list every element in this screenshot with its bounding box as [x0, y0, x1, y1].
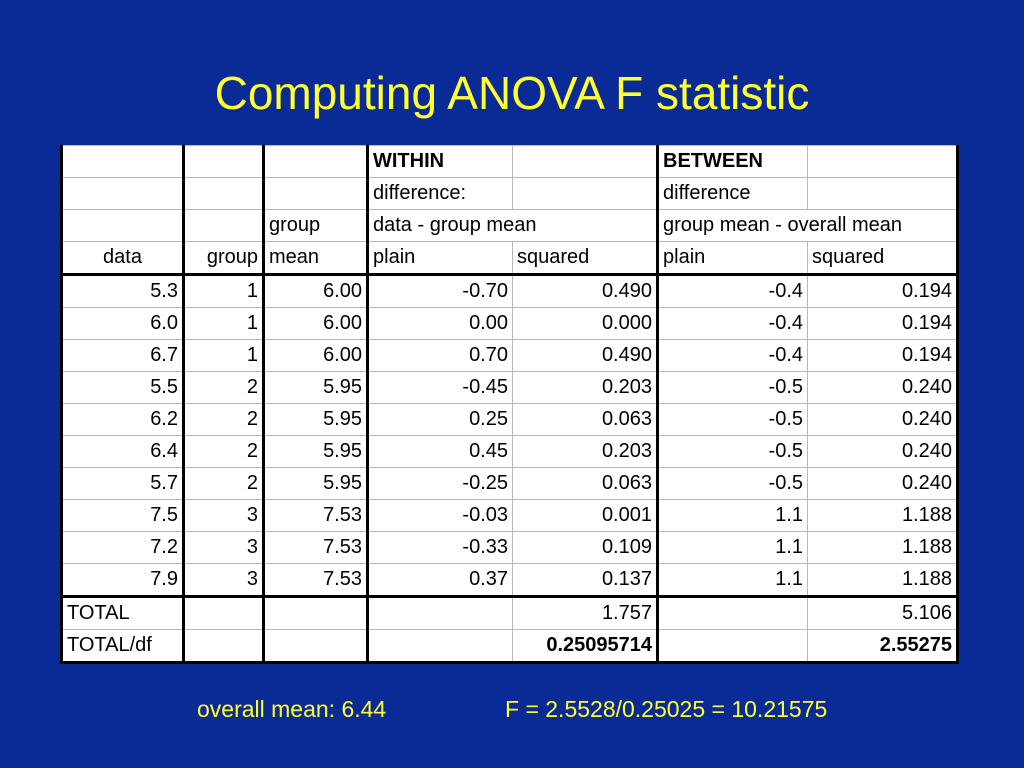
group-mean-heading: group [264, 210, 368, 242]
data-value: 6.4 [62, 436, 184, 468]
data-value: 6.7 [62, 340, 184, 372]
within-plain-value: 0.00 [368, 308, 513, 340]
column-header: plain [658, 242, 808, 275]
total-cell [658, 630, 808, 663]
total-cell [264, 597, 368, 630]
within-squared-value: 0.063 [513, 404, 658, 436]
between-heading: BETWEEN [658, 146, 808, 178]
between-squared-value: 0.240 [808, 404, 958, 436]
within-squared-value: 0.063 [513, 468, 658, 500]
within-squared-value: 0.000 [513, 308, 658, 340]
header-cell [808, 178, 958, 210]
between-squared-value: 0.240 [808, 436, 958, 468]
total-df-row [62, 630, 958, 663]
within-plain-value: -0.03 [368, 500, 513, 532]
between-squared-value: 0.194 [808, 340, 958, 372]
within-heading: WITHIN [368, 146, 513, 178]
header-row-2 [62, 178, 958, 210]
within-squared-value: 0.203 [513, 436, 658, 468]
header-row-1 [62, 146, 958, 178]
between-squared-value: 0.194 [808, 275, 958, 308]
data-value: 5.3 [62, 275, 184, 308]
data-value: 7.2 [62, 532, 184, 564]
between-plain-value: 1.1 [658, 500, 808, 532]
between-plain-value: 1.1 [658, 564, 808, 597]
within-squared-value: 0.137 [513, 564, 658, 597]
between-plain-value: -0.4 [658, 308, 808, 340]
column-header: squared [808, 242, 958, 275]
total-cell [368, 597, 513, 630]
data-value: 5.7 [62, 468, 184, 500]
group-value: 1 [184, 275, 264, 308]
group-value: 3 [184, 564, 264, 597]
group-value: 3 [184, 532, 264, 564]
total-row [62, 597, 958, 630]
column-header: group [184, 242, 264, 275]
between-squared-value: 0.240 [808, 468, 958, 500]
group-value: 2 [184, 436, 264, 468]
between-plain-value: -0.4 [658, 275, 808, 308]
slide-title: Computing ANOVA F statistic [214, 67, 810, 119]
group-mean-value: 7.53 [264, 532, 368, 564]
within-mean-square: 0.25095714 [513, 630, 658, 663]
between-mean-square: 2.55275 [808, 630, 958, 663]
within-plain-value: 0.37 [368, 564, 513, 597]
total-cell [264, 630, 368, 663]
overall-mean-text: overall mean: 6.44 [197, 696, 387, 722]
table-row [62, 308, 958, 340]
table-row [62, 468, 958, 500]
within-plain-value: -0.33 [368, 532, 513, 564]
within-plain-value: 0.70 [368, 340, 513, 372]
between-plain-value: -0.5 [658, 436, 808, 468]
group-mean-value: 7.53 [264, 500, 368, 532]
data-value: 7.5 [62, 500, 184, 532]
column-header: data [62, 242, 184, 275]
table-row [62, 372, 958, 404]
group-mean-value: 5.95 [264, 436, 368, 468]
header-row-3 [62, 210, 958, 242]
group-mean-value: 6.00 [264, 340, 368, 372]
column-header: plain [368, 242, 513, 275]
between-plain-value: -0.5 [658, 468, 808, 500]
between-squared-value: 1.188 [808, 564, 958, 597]
within-plain-value: -0.45 [368, 372, 513, 404]
header-cell [264, 146, 368, 178]
total-cell [184, 630, 264, 663]
within-formula: data - group mean [368, 210, 658, 242]
total-cell [184, 597, 264, 630]
within-plain-value: -0.25 [368, 468, 513, 500]
between-squared-value: 1.188 [808, 500, 958, 532]
group-mean-value: 6.00 [264, 308, 368, 340]
header-cell [62, 178, 184, 210]
table-row [62, 340, 958, 372]
between-plain-value: -0.5 [658, 372, 808, 404]
group-value: 2 [184, 372, 264, 404]
header-cell [62, 146, 184, 178]
header-cell [184, 178, 264, 210]
within-plain-value: 0.45 [368, 436, 513, 468]
table-row [62, 564, 958, 597]
within-plain-value: 0.25 [368, 404, 513, 436]
group-value: 1 [184, 340, 264, 372]
table-row [62, 532, 958, 564]
group-mean-value: 5.95 [264, 404, 368, 436]
header-cell [184, 210, 264, 242]
within-squared-value: 0.490 [513, 340, 658, 372]
header-cell [62, 210, 184, 242]
total-cell [658, 597, 808, 630]
total-df-label: TOTAL/df [62, 630, 184, 663]
within-squared-value: 0.109 [513, 532, 658, 564]
header-row-4 [62, 242, 958, 275]
group-value: 1 [184, 308, 264, 340]
header-cell [513, 178, 658, 210]
data-value: 7.9 [62, 564, 184, 597]
between-squared-total: 5.106 [808, 597, 958, 630]
group-mean-value: 7.53 [264, 564, 368, 597]
group-mean-value: 5.95 [264, 372, 368, 404]
between-formula: group mean - overall mean [658, 210, 958, 242]
within-plain-value: -0.70 [368, 275, 513, 308]
group-mean-value: 6.00 [264, 275, 368, 308]
data-value: 6.2 [62, 404, 184, 436]
group-value: 3 [184, 500, 264, 532]
column-header: squared [513, 242, 658, 275]
within-squared-value: 0.203 [513, 372, 658, 404]
between-plain-value: -0.4 [658, 340, 808, 372]
data-value: 5.5 [62, 372, 184, 404]
table-row [62, 275, 958, 308]
header-cell [184, 146, 264, 178]
header-cell [808, 146, 958, 178]
within-squared-value: 0.001 [513, 500, 658, 532]
within-squared-value: 0.490 [513, 275, 658, 308]
between-subheading: difference [658, 178, 808, 210]
header-cell [264, 178, 368, 210]
within-squared-total: 1.757 [513, 597, 658, 630]
anova-table [60, 145, 959, 664]
table-row [62, 404, 958, 436]
total-label: TOTAL [62, 597, 184, 630]
f-statistic-text: F = 2.5528/0.25025 = 10.21575 [505, 696, 828, 722]
data-value: 6.0 [62, 308, 184, 340]
group-value: 2 [184, 468, 264, 500]
header-cell [513, 146, 658, 178]
group-value: 2 [184, 404, 264, 436]
between-plain-value: -0.5 [658, 404, 808, 436]
table-row [62, 436, 958, 468]
between-squared-value: 1.188 [808, 532, 958, 564]
between-plain-value: 1.1 [658, 532, 808, 564]
between-squared-value: 0.194 [808, 308, 958, 340]
group-mean-value: 5.95 [264, 468, 368, 500]
column-header: mean [264, 242, 368, 275]
total-cell [368, 630, 513, 663]
between-squared-value: 0.240 [808, 372, 958, 404]
within-subheading: difference: [368, 178, 513, 210]
table-row [62, 500, 958, 532]
